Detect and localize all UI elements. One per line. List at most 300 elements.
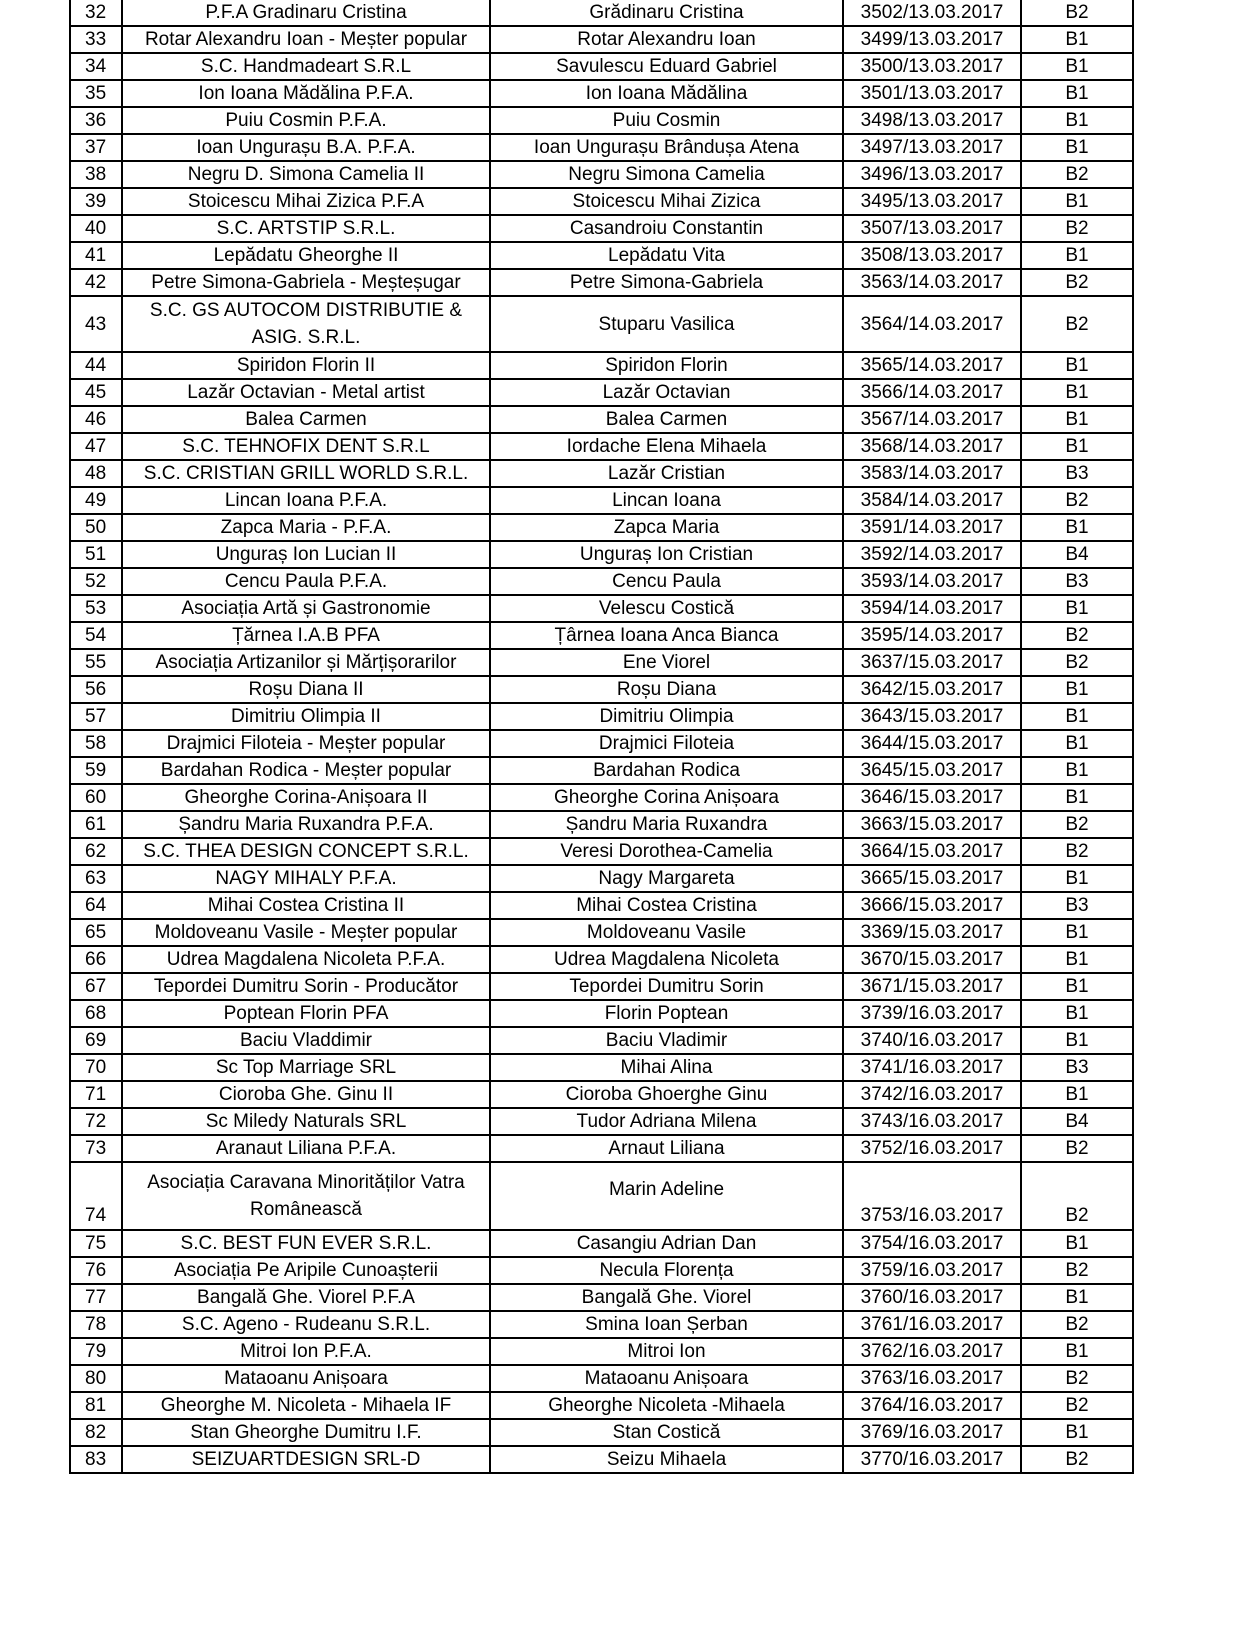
registration-number-cell: 3507/13.03.2017: [843, 215, 1021, 242]
representative-name-cell: Marin Adeline: [490, 1162, 843, 1230]
row-number-cell: 73: [70, 1135, 122, 1162]
table-row: [70, 1284, 1133, 1311]
row-number-cell: 78: [70, 1311, 122, 1338]
row-number-cell: 71: [70, 1081, 122, 1108]
registration-number-cell: 3499/13.03.2017: [843, 26, 1021, 53]
representative-name-cell: Lazăr Octavian: [490, 379, 843, 406]
table-row: [70, 0, 1133, 26]
category-cell: B1: [1021, 1000, 1133, 1027]
registration-number-cell: 3593/14.03.2017: [843, 568, 1021, 595]
entity-name-cell: Șandru Maria Ruxandra P.F.A.: [122, 811, 490, 838]
entity-name-cell: Stoicescu Mihai Zizica P.F.A: [122, 188, 490, 215]
row-number-cell: 76: [70, 1257, 122, 1284]
row-number-cell: 42: [70, 269, 122, 296]
entity-name-cell: Roșu Diana II: [122, 676, 490, 703]
table-row: [70, 784, 1133, 811]
representative-name-cell: Țârnea Ioana Anca Bianca: [490, 622, 843, 649]
category-cell: B2: [1021, 0, 1133, 26]
table-row: [70, 1311, 1133, 1338]
registration-number-cell: 3769/16.03.2017: [843, 1419, 1021, 1446]
representative-name-cell: Seizu Mihaela: [490, 1446, 843, 1473]
table-row: [70, 80, 1133, 107]
row-number-cell: 33: [70, 26, 122, 53]
row-number-cell: 55: [70, 649, 122, 676]
registration-number-cell: 3666/15.03.2017: [843, 892, 1021, 919]
entity-name-cell: Lepădatu Gheorghe II: [122, 242, 490, 269]
category-cell: B2: [1021, 649, 1133, 676]
row-number-cell: 35: [70, 80, 122, 107]
registration-number-cell: 3637/15.03.2017: [843, 649, 1021, 676]
row-number-cell: 39: [70, 188, 122, 215]
registration-number-cell: 3584/14.03.2017: [843, 487, 1021, 514]
entity-name-cell: S.C. Ageno - Rudeanu S.R.L.: [122, 1311, 490, 1338]
table-row: [70, 107, 1133, 134]
row-number-cell: 61: [70, 811, 122, 838]
row-number-cell: 66: [70, 946, 122, 973]
table-row: [70, 26, 1133, 53]
entity-name-cell: Petre Simona-Gabriela - Meșteșugar: [122, 269, 490, 296]
entity-name-cell: Lincan Ioana P.F.A.: [122, 487, 490, 514]
category-cell: B1: [1021, 134, 1133, 161]
representative-name-cell: Cioroba Ghoerghe Ginu: [490, 1081, 843, 1108]
entity-name-cell: S.C. ARTSTIP S.R.L.: [122, 215, 490, 242]
representative-name-cell: Roșu Diana: [490, 676, 843, 703]
row-number-cell: 48: [70, 460, 122, 487]
representative-name-cell: Stuparu Vasilica: [490, 296, 843, 352]
representative-name-cell: Unguraș Ion Cristian: [490, 541, 843, 568]
table-row: [70, 1135, 1133, 1162]
row-number-cell: 70: [70, 1054, 122, 1081]
entity-name-cell: Bardahan Rodica - Meșter popular: [122, 757, 490, 784]
representative-name-cell: Velescu Costică: [490, 595, 843, 622]
representative-name-cell: Moldoveanu Vasile: [490, 919, 843, 946]
row-number-cell: 49: [70, 487, 122, 514]
table-row: [70, 1054, 1133, 1081]
row-number-cell: 64: [70, 892, 122, 919]
row-number-cell: 59: [70, 757, 122, 784]
entity-name-cell: SEIZUARTDESIGN SRL-D: [122, 1446, 490, 1473]
entity-name-cell: Tepordei Dumitru Sorin - Producător: [122, 973, 490, 1000]
category-cell: B1: [1021, 433, 1133, 460]
entity-name-cell: S.C. BEST FUN EVER S.R.L.: [122, 1230, 490, 1257]
representative-name-cell: Zapca Maria: [490, 514, 843, 541]
category-cell: B1: [1021, 1284, 1133, 1311]
registration-number-cell: 3498/13.03.2017: [843, 107, 1021, 134]
row-number-cell: 72: [70, 1108, 122, 1135]
representative-name-cell: Șandru Maria Ruxandra: [490, 811, 843, 838]
category-cell: B2: [1021, 622, 1133, 649]
representative-name-cell: Petre Simona-Gabriela: [490, 269, 843, 296]
table-row: [70, 1108, 1133, 1135]
table-row: [70, 269, 1133, 296]
registration-number-cell: 3646/15.03.2017: [843, 784, 1021, 811]
row-number-cell: 46: [70, 406, 122, 433]
representative-name-cell: Rotar Alexandru Ioan: [490, 26, 843, 53]
table-row: [70, 296, 1133, 352]
category-cell: B1: [1021, 676, 1133, 703]
table-row: [70, 973, 1133, 1000]
entity-name-cell: Bangală Ghe. Viorel P.F.A: [122, 1284, 490, 1311]
representative-name-cell: Savulescu Eduard Gabriel: [490, 53, 843, 80]
registration-number-cell: 3665/15.03.2017: [843, 865, 1021, 892]
table-row: [70, 1000, 1133, 1027]
category-cell: B1: [1021, 784, 1133, 811]
registration-number-cell: 3583/14.03.2017: [843, 460, 1021, 487]
entity-name-cell: S.C. THEA DESIGN CONCEPT S.R.L.: [122, 838, 490, 865]
representative-name-cell: Nagy Margareta: [490, 865, 843, 892]
representative-name-cell: Tudor Adriana Milena: [490, 1108, 843, 1135]
table-row: [70, 865, 1133, 892]
registration-number-cell: 3497/13.03.2017: [843, 134, 1021, 161]
table-row: [70, 1257, 1133, 1284]
category-cell: B1: [1021, 1230, 1133, 1257]
table-row: [70, 433, 1133, 460]
registration-number-cell: 3508/13.03.2017: [843, 242, 1021, 269]
table-row: [70, 1338, 1133, 1365]
table-row: [70, 161, 1133, 188]
row-number-cell: 81: [70, 1392, 122, 1419]
entity-name-cell: Sc Top Marriage SRL: [122, 1054, 490, 1081]
category-cell: B2: [1021, 1365, 1133, 1392]
representative-name-cell: Ion Ioana Mădălina: [490, 80, 843, 107]
registration-number-cell: 3763/16.03.2017: [843, 1365, 1021, 1392]
representative-name-cell: Lazăr Cristian: [490, 460, 843, 487]
registration-number-cell: 3739/16.03.2017: [843, 1000, 1021, 1027]
category-cell: B1: [1021, 973, 1133, 1000]
row-number-cell: 41: [70, 242, 122, 269]
row-number-cell: 45: [70, 379, 122, 406]
category-cell: B1: [1021, 80, 1133, 107]
entity-name-cell: Udrea Magdalena Nicoleta P.F.A.: [122, 946, 490, 973]
category-cell: B1: [1021, 352, 1133, 379]
category-cell: B2: [1021, 161, 1133, 188]
registration-number-cell: 3567/14.03.2017: [843, 406, 1021, 433]
table-row: [70, 1230, 1133, 1257]
registration-number-cell: 3754/16.03.2017: [843, 1230, 1021, 1257]
table-row: [70, 649, 1133, 676]
row-number-cell: 50: [70, 514, 122, 541]
registration-number-cell: 3568/14.03.2017: [843, 433, 1021, 460]
registration-number-cell: 3741/16.03.2017: [843, 1054, 1021, 1081]
table-row: [70, 134, 1133, 161]
registration-number-cell: 3764/16.03.2017: [843, 1392, 1021, 1419]
representative-name-cell: Grădinaru Cristina: [490, 0, 843, 26]
table-row: [70, 1446, 1133, 1473]
category-cell: B4: [1021, 1108, 1133, 1135]
representative-name-cell: Dimitriu Olimpia: [490, 703, 843, 730]
registration-number-cell: 3369/15.03.2017: [843, 919, 1021, 946]
registration-number-cell: 3501/13.03.2017: [843, 80, 1021, 107]
entity-name-cell: Lazăr Octavian - Metal artist: [122, 379, 490, 406]
entity-name-cell: Sc Miledy Naturals SRL: [122, 1108, 490, 1135]
registration-number-cell: 3564/14.03.2017: [843, 296, 1021, 352]
row-number-cell: 40: [70, 215, 122, 242]
entity-name-cell: Ion Ioana Mădălina P.F.A.: [122, 80, 490, 107]
representative-name-cell: Necula Florența: [490, 1257, 843, 1284]
table-row: [70, 406, 1133, 433]
row-number-cell: 80: [70, 1365, 122, 1392]
entity-name-cell: Cioroba Ghe. Ginu II: [122, 1081, 490, 1108]
category-cell: B1: [1021, 514, 1133, 541]
row-number-cell: 38: [70, 161, 122, 188]
registration-number-cell: 3496/13.03.2017: [843, 161, 1021, 188]
registration-number-cell: 3671/15.03.2017: [843, 973, 1021, 1000]
entity-name-cell: Rotar Alexandru Ioan - Meșter popular: [122, 26, 490, 53]
representative-name-cell: Mataoanu Anișoara: [490, 1365, 843, 1392]
category-cell: B2: [1021, 1311, 1133, 1338]
table-row: [70, 379, 1133, 406]
table-row: [70, 757, 1133, 784]
registration-number-cell: 3565/14.03.2017: [843, 352, 1021, 379]
category-cell: B2: [1021, 269, 1133, 296]
row-number-cell: 44: [70, 352, 122, 379]
category-cell: B1: [1021, 946, 1133, 973]
representative-name-cell: Drajmici Filoteia: [490, 730, 843, 757]
category-cell: B1: [1021, 53, 1133, 80]
entity-name-cell: Mitroi Ion P.F.A.: [122, 1338, 490, 1365]
category-cell: B1: [1021, 188, 1133, 215]
table-row: [70, 242, 1133, 269]
category-cell: B3: [1021, 1054, 1133, 1081]
registration-number-cell: 3664/15.03.2017: [843, 838, 1021, 865]
entity-name-cell: Gheorghe M. Nicoleta - Mihaela IF: [122, 1392, 490, 1419]
category-cell: B2: [1021, 215, 1133, 242]
category-cell: B2: [1021, 296, 1133, 352]
registration-number-cell: 3645/15.03.2017: [843, 757, 1021, 784]
entity-name-cell: Asociația Artizanilor și Mărțișorarilor: [122, 649, 490, 676]
registration-number-cell: 3500/13.03.2017: [843, 53, 1021, 80]
registration-number-cell: 3594/14.03.2017: [843, 595, 1021, 622]
representative-name-cell: Gheorghe Nicoleta -Mihaela: [490, 1392, 843, 1419]
table-row: [70, 352, 1133, 379]
category-cell: B3: [1021, 568, 1133, 595]
row-number-cell: 34: [70, 53, 122, 80]
representative-name-cell: Tepordei Dumitru Sorin: [490, 973, 843, 1000]
registration-table: [69, 0, 1134, 1474]
representative-name-cell: Smina Ioan Șerban: [490, 1311, 843, 1338]
representative-name-cell: Ioan Ungurașu Brândușa Atena: [490, 134, 843, 161]
entity-name-cell: Ioan Ungurașu B.A. P.F.A.: [122, 134, 490, 161]
row-number-cell: 36: [70, 107, 122, 134]
row-number-cell: 67: [70, 973, 122, 1000]
category-cell: B1: [1021, 595, 1133, 622]
registration-number-cell: 3740/16.03.2017: [843, 1027, 1021, 1054]
entity-name-cell: Dimitriu Olimpia II: [122, 703, 490, 730]
row-number-cell: 74: [70, 1162, 122, 1230]
representative-name-cell: Negru Simona Camelia: [490, 161, 843, 188]
row-number-cell: 37: [70, 134, 122, 161]
category-cell: B2: [1021, 1392, 1133, 1419]
representative-name-cell: Mihai Alina: [490, 1054, 843, 1081]
category-cell: B1: [1021, 242, 1133, 269]
entity-name-cell: S.C. CRISTIAN GRILL WORLD S.R.L.: [122, 460, 490, 487]
representative-name-cell: Veresi Dorothea-Camelia: [490, 838, 843, 865]
category-cell: B3: [1021, 892, 1133, 919]
row-number-cell: 52: [70, 568, 122, 595]
entity-name-cell: Asociația Pe Aripile Cunoașterii: [122, 1257, 490, 1284]
entity-name-cell: Asociația Artă și Gastronomie: [122, 595, 490, 622]
row-number-cell: 32: [70, 0, 122, 26]
representative-name-cell: Stoicescu Mihai Zizica: [490, 188, 843, 215]
table-row: [70, 514, 1133, 541]
registration-number-cell: 3742/16.03.2017: [843, 1081, 1021, 1108]
row-number-cell: 69: [70, 1027, 122, 1054]
category-cell: B2: [1021, 838, 1133, 865]
row-number-cell: 57: [70, 703, 122, 730]
category-cell: B1: [1021, 26, 1133, 53]
registration-number-cell: 3592/14.03.2017: [843, 541, 1021, 568]
category-cell: B2: [1021, 487, 1133, 514]
representative-name-cell: Casangiu Adrian Dan: [490, 1230, 843, 1257]
category-cell: B1: [1021, 1419, 1133, 1446]
registration-number-cell: 3643/15.03.2017: [843, 703, 1021, 730]
category-cell: B2: [1021, 1135, 1133, 1162]
row-number-cell: 56: [70, 676, 122, 703]
category-cell: B2: [1021, 1446, 1133, 1473]
representative-name-cell: Puiu Cosmin: [490, 107, 843, 134]
representative-name-cell: Bardahan Rodica: [490, 757, 843, 784]
representative-name-cell: Bangală Ghe. Viorel: [490, 1284, 843, 1311]
registration-number-cell: 3502/13.03.2017: [843, 0, 1021, 26]
row-number-cell: 54: [70, 622, 122, 649]
entity-name-cell: S.C. Handmadeart S.R.L: [122, 53, 490, 80]
registration-number-cell: 3760/16.03.2017: [843, 1284, 1021, 1311]
category-cell: B2: [1021, 811, 1133, 838]
representative-name-cell: Mitroi Ion: [490, 1338, 843, 1365]
registration-number-cell: 3753/16.03.2017: [843, 1162, 1021, 1230]
entity-name-cell: Mataoanu Anișoara: [122, 1365, 490, 1392]
row-number-cell: 43: [70, 296, 122, 352]
category-cell: B1: [1021, 406, 1133, 433]
row-number-cell: 75: [70, 1230, 122, 1257]
row-number-cell: 79: [70, 1338, 122, 1365]
entity-name-cell: Spiridon Florin II: [122, 352, 490, 379]
table-row: [70, 811, 1133, 838]
entity-name-cell: NAGY MIHALY P.F.A.: [122, 865, 490, 892]
row-number-cell: 60: [70, 784, 122, 811]
entity-name-cell: Balea Carmen: [122, 406, 490, 433]
representative-name-cell: Baciu Vladimir: [490, 1027, 843, 1054]
representative-name-cell: Mihai Costea Cristina: [490, 892, 843, 919]
row-number-cell: 63: [70, 865, 122, 892]
registration-number-cell: 3591/14.03.2017: [843, 514, 1021, 541]
table-row: [70, 1081, 1133, 1108]
representative-name-cell: Ene Viorel: [490, 649, 843, 676]
table-row: [70, 676, 1133, 703]
entity-name-cell: Poptean Florin PFA: [122, 1000, 490, 1027]
entity-name-cell: Zapca Maria - P.F.A.: [122, 514, 490, 541]
category-cell: B1: [1021, 865, 1133, 892]
entity-name-cell: Stan Gheorghe Dumitru I.F.: [122, 1419, 490, 1446]
table-row: [70, 946, 1133, 973]
table-row: [70, 703, 1133, 730]
registration-number-cell: 3595/14.03.2017: [843, 622, 1021, 649]
table-row: [70, 892, 1133, 919]
representative-name-cell: Lepădatu Vita: [490, 242, 843, 269]
category-cell: B1: [1021, 1027, 1133, 1054]
entity-name-cell: Mihai Costea Cristina II: [122, 892, 490, 919]
table-row: [70, 541, 1133, 568]
entity-name-cell: P.F.A Gradinaru Cristina: [122, 0, 490, 26]
representative-name-cell: Arnaut Liliana: [490, 1135, 843, 1162]
category-cell: B3: [1021, 460, 1133, 487]
entity-name-cell: Moldoveanu Vasile - Meșter popular: [122, 919, 490, 946]
row-number-cell: 53: [70, 595, 122, 622]
category-cell: B1: [1021, 1081, 1133, 1108]
entity-name-cell: S.C. TEHNOFIX DENT S.R.L: [122, 433, 490, 460]
entity-name-cell: S.C. GS AUTOCOM DISTRIBUTIE & ASIG. S.R.L.: [122, 296, 490, 352]
registration-number-cell: 3762/16.03.2017: [843, 1338, 1021, 1365]
registration-number-cell: 3670/15.03.2017: [843, 946, 1021, 973]
table-row: [70, 53, 1133, 80]
category-cell: B2: [1021, 1162, 1133, 1230]
registration-number-cell: 3770/16.03.2017: [843, 1446, 1021, 1473]
table-row: [70, 730, 1133, 757]
representative-name-cell: Casandroiu Constantin: [490, 215, 843, 242]
table-row: [70, 568, 1133, 595]
entity-name-cell: Puiu Cosmin P.F.A.: [122, 107, 490, 134]
category-cell: B1: [1021, 1338, 1133, 1365]
entity-name-cell: Aranaut Liliana P.F.A.: [122, 1135, 490, 1162]
category-cell: B1: [1021, 703, 1133, 730]
registration-number-cell: 3563/14.03.2017: [843, 269, 1021, 296]
entity-name-cell: Cencu Paula P.F.A.: [122, 568, 490, 595]
row-number-cell: 77: [70, 1284, 122, 1311]
registration-number-cell: 3642/15.03.2017: [843, 676, 1021, 703]
table-row: [70, 595, 1133, 622]
table-row: [70, 1419, 1133, 1446]
category-cell: B4: [1021, 541, 1133, 568]
table-row: [70, 1365, 1133, 1392]
representative-name-cell: Spiridon Florin: [490, 352, 843, 379]
table-row: [70, 1162, 1133, 1230]
row-number-cell: 51: [70, 541, 122, 568]
table-row: [70, 838, 1133, 865]
row-number-cell: 62: [70, 838, 122, 865]
category-cell: B1: [1021, 919, 1133, 946]
category-cell: B2: [1021, 1257, 1133, 1284]
table-row: [70, 188, 1133, 215]
representative-name-cell: Stan Costică: [490, 1419, 843, 1446]
representative-name-cell: Lincan Ioana: [490, 487, 843, 514]
row-number-cell: 68: [70, 1000, 122, 1027]
representative-name-cell: Gheorghe Corina Anișoara: [490, 784, 843, 811]
row-number-cell: 83: [70, 1446, 122, 1473]
table-row: [70, 622, 1133, 649]
table-row: [70, 1392, 1133, 1419]
entity-name-cell: Gheorghe Corina-Anișoara II: [122, 784, 490, 811]
table-row: [70, 919, 1133, 946]
entity-name-cell: Baciu Vladdimir: [122, 1027, 490, 1054]
category-cell: B1: [1021, 730, 1133, 757]
entity-name-cell: Țărnea I.A.B PFA: [122, 622, 490, 649]
registration-number-cell: 3759/16.03.2017: [843, 1257, 1021, 1284]
representative-name-cell: Balea Carmen: [490, 406, 843, 433]
category-cell: B1: [1021, 107, 1133, 134]
table-row: [70, 460, 1133, 487]
registration-number-cell: 3495/13.03.2017: [843, 188, 1021, 215]
representative-name-cell: Udrea Magdalena Nicoleta: [490, 946, 843, 973]
row-number-cell: 47: [70, 433, 122, 460]
registration-number-cell: 3566/14.03.2017: [843, 379, 1021, 406]
registration-number-cell: 3752/16.03.2017: [843, 1135, 1021, 1162]
row-number-cell: 82: [70, 1419, 122, 1446]
entity-name-cell: Drajmici Filoteia - Meșter popular: [122, 730, 490, 757]
row-number-cell: 58: [70, 730, 122, 757]
representative-name-cell: Iordache Elena Mihaela: [490, 433, 843, 460]
table-row: [70, 487, 1133, 514]
table-row: [70, 1027, 1133, 1054]
